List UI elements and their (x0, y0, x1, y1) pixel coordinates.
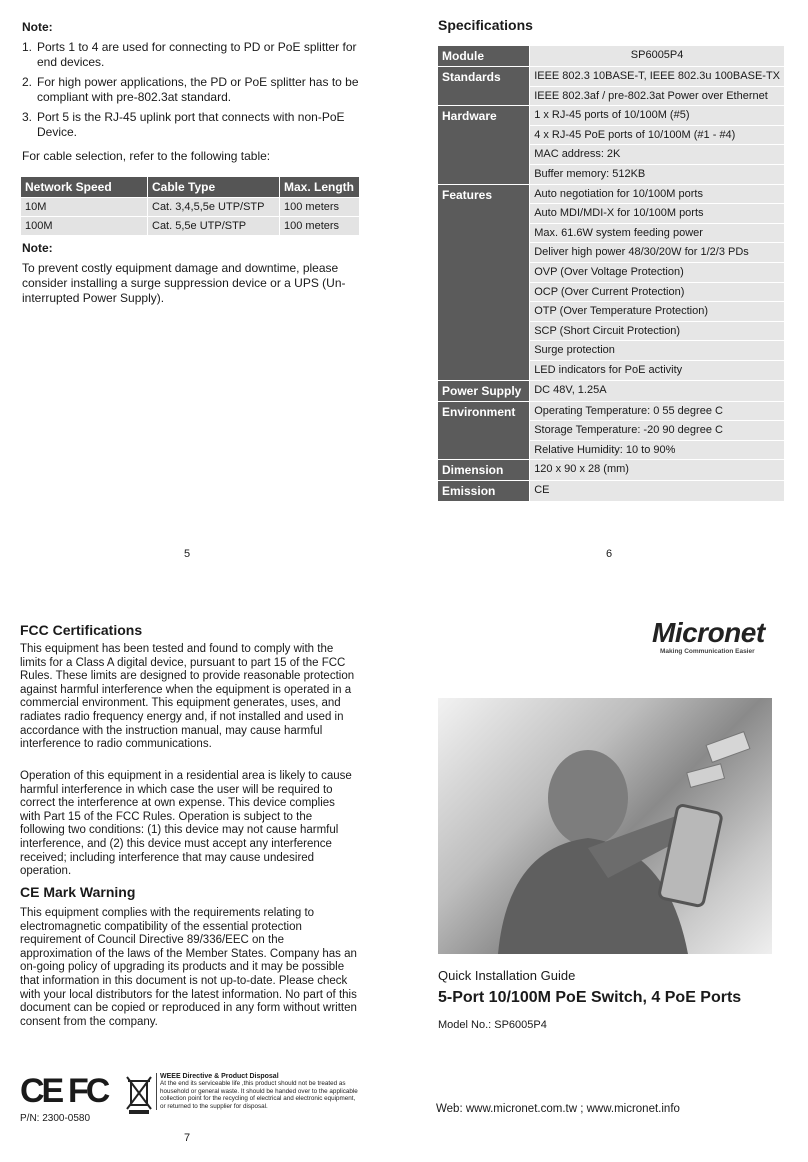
spec-value-line: Surge protection (530, 340, 784, 360)
note-number: 1. (22, 40, 33, 54)
cable-intro: For cable selection, refer to the following table: (22, 149, 271, 163)
spec-row (438, 46, 784, 67)
spec-value-line: IEEE 802.3 10BASE-T, IEEE 802.3u 100BASE-TX (534, 70, 780, 82)
spec-label: Module (438, 46, 530, 67)
cover-web: Web: www.micronet.com.tw ; www.micronet.info (436, 1103, 680, 1115)
spec-value (530, 106, 784, 184)
spec-value-line: Relative Humidity: 10 to 90% (530, 440, 784, 460)
spec-value-line: 120 x 90 x 28 (mm) (534, 463, 629, 476)
specifications-title: Specifications (438, 17, 533, 33)
spec-value-line: OVP (Over Voltage Protection) (530, 262, 784, 282)
spec-row (438, 67, 784, 106)
note-number: 3. (22, 110, 33, 124)
note-item (22, 110, 362, 140)
cover-title: 5-Port 10/100M PoE Switch, 4 PoE Ports (438, 989, 742, 1006)
weee-bin-icon (125, 1075, 153, 1115)
spec-row (438, 184, 784, 380)
spec-value-line: Max. 61.6W system feeding power (530, 223, 784, 243)
spec-value-line: Storage Temperature: -20 90 degree C (530, 420, 784, 440)
cover-model: Model No.: SP6005P4 (438, 1019, 547, 1031)
note-text: Port 5 is the RJ-45 uplink port that connects with non-PoE Device. (37, 110, 345, 139)
cable-cell: 100 meters (280, 217, 360, 236)
cable-cell: Cat. 5,5e UTP/STP (148, 217, 280, 236)
ce-title: CE Mark Warning (20, 884, 136, 900)
weee-block (156, 1073, 360, 1110)
fcc-title: FCC Certifications (20, 622, 143, 638)
spec-value-line: OCP (Over Current Protection) (530, 282, 784, 302)
cable-header: Network Speed (21, 177, 148, 198)
spec-table (438, 46, 784, 502)
spec-label: Environment (438, 401, 530, 460)
cable-header: Max. Length (280, 177, 360, 198)
spec-row (438, 106, 784, 184)
spec-value (530, 460, 784, 481)
spec-label: Hardware (438, 106, 530, 184)
weee-title: WEEE Directive & Product Disposal (160, 1073, 279, 1080)
cable-cell: 100 meters (280, 198, 360, 217)
part-number: P/N: 2300-0580 (20, 1113, 91, 1124)
spec-value-line: SP6005P4 (630, 49, 684, 61)
page-number-7: 7 (184, 1132, 191, 1144)
cover-subtitle: Quick Installation Guide (438, 968, 576, 983)
spec-value-line: DC 48V, 1.25A (534, 383, 607, 396)
spec-label: Emission (438, 481, 530, 502)
spec-value-line: Auto MDI/MDI-X for 10/100M ports (530, 203, 784, 223)
cable-header: Cable Type (148, 177, 280, 198)
cable-cell: Cat. 3,4,5,5e UTP/STP (148, 198, 280, 217)
spec-value (530, 401, 784, 460)
spec-value-line: IEEE 802.3af / pre-802.3at Power over Ethernet (530, 86, 784, 106)
spec-value-line: Deliver high power 48/30/20W for 1/2/3 PDs (530, 242, 784, 262)
spec-value-line: MAC address: 2K (530, 144, 784, 164)
spec-value (530, 380, 784, 401)
weee-text: At the end its serviceable life ,this product should not be treated as household or general waste. It should be handed over to the applicable collection point for the recycling of electrical and electronic equipment, or returned to the supplier for disposal. (160, 1080, 358, 1110)
notes-list (22, 40, 362, 145)
logo-tagline: Making Communication Easier (660, 648, 755, 655)
spec-value-line: OTP (Over Temperature Protection) (530, 301, 784, 321)
fcc-paragraph-2: Operation of this equipment in a residential area is likely to cause harmful interference in which case the user will be required to correct the interference at own expense. This device complies with Part 15 of the FCC Rules. Operation is subject to the following two conditions: (1) this device may not cause harmful interference, and (2) this device must accept any interference received; including interference that may cause undesired operation. (20, 770, 352, 878)
spec-label: Features (438, 184, 530, 380)
spec-label: Power Supply (438, 380, 530, 401)
micronet-logo: Micronet (652, 617, 765, 648)
spec-value-line: 1 x RJ-45 ports of 10/100M (#5) (534, 109, 690, 122)
spec-value (530, 46, 784, 67)
table-row (21, 198, 360, 217)
note-label: Note: (22, 20, 53, 34)
spec-value-line: Operating Temperature: 0 55 degree C (534, 404, 723, 417)
note-item (22, 75, 362, 105)
ce-paragraph: This equipment complies with the requirements relating to electromagnetic compatibility of the essential protection requirement of Council Directive 89/336/EEC on the approximation of the laws of the Member States. Company has an on-going policy of upgrading its products and it may be possible that information in this document is not up-to-date. Please check with your local distributors for the latest information. No part of this document can be copied or reproduced in any form without written consent from the company. (20, 907, 357, 1028)
spec-label: Dimension (438, 460, 530, 481)
spec-row (438, 481, 784, 502)
fc-mark: FC (68, 1072, 108, 1110)
page-number-5: 5 (184, 548, 191, 560)
table-row (21, 217, 360, 236)
note-text: For high power applications, the PD or PoE splitter has to be compliant with pre-802.3at standard. (37, 75, 359, 104)
spec-value-line: Buffer memory: 512KB (530, 164, 784, 184)
fcc-paragraph-1: This equipment has been tested and found to comply with the limits for a Class A digital device, pursuant to part 15 of the FCC Rules. These limits are designed to provide reasonable protection against harmful interference when the equipment is operated in a commercial environment. This equipment generates, uses, and radiates radio frequency energy and, if not installed and used in accordance with the instruction manual, may cause harmful interference to radio communications. (20, 643, 355, 751)
spec-value-line: LED indicators for PoE activity (530, 360, 784, 380)
cable-table (20, 176, 360, 236)
technician-illustration (438, 698, 772, 954)
spec-value-line: Auto negotiation for 10/100M ports (534, 187, 703, 200)
spec-row (438, 460, 784, 481)
cover-photo (438, 698, 772, 954)
spec-value-line: 4 x RJ-45 PoE ports of 10/100M (#1 - #4) (530, 125, 784, 145)
note2-label: Note: (22, 241, 53, 255)
spec-label: Standards (438, 67, 530, 106)
spec-value (530, 67, 784, 106)
note-number: 2. (22, 75, 33, 89)
spec-row (438, 380, 784, 401)
note-item (22, 40, 362, 70)
spec-value-line: SCP (Short Circuit Protection) (530, 321, 784, 341)
spec-value (530, 481, 784, 502)
spec-row (438, 401, 784, 460)
note-text: Ports 1 to 4 are used for connecting to PD or PoE splitter for end devices. (37, 40, 357, 69)
note2-text: To prevent costly equipment damage and downtime, please consider installing a surge suppression device or a UPS (Un-interrupted Power Supply). (22, 261, 346, 305)
page-number-6: 6 (606, 548, 613, 560)
spec-value-line: CE (534, 484, 550, 497)
spec-value (530, 184, 784, 380)
ce-mark: CE (20, 1072, 62, 1110)
cable-cell: 100M (21, 217, 148, 236)
cable-cell: 10M (21, 198, 148, 217)
